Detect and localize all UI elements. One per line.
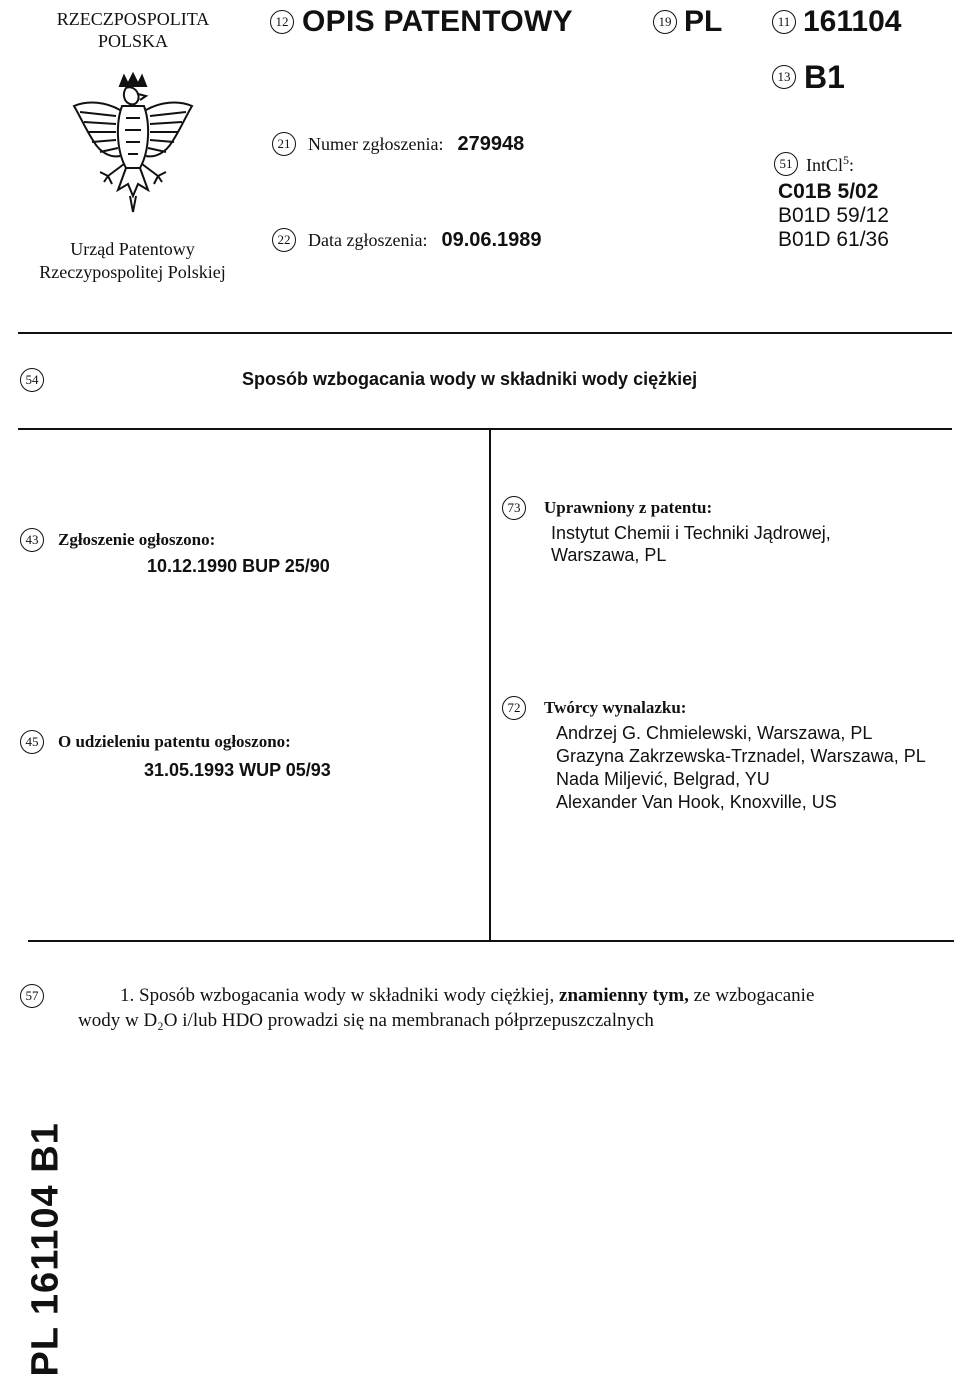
claim-text-part-b: ze wzbogacanie: [693, 985, 815, 1006]
publication-label: Zgłoszenie ogłoszono:: [58, 530, 216, 549]
classification-primary: C01B 5/02: [778, 180, 879, 203]
office-line-2: Rzeczypospolitej Polskiej: [39, 262, 226, 282]
classification-label-sup: 5: [843, 152, 850, 167]
inid-code-13: 13: [772, 65, 796, 89]
inid-code-43: 43: [20, 528, 44, 552]
header-divider: [18, 332, 952, 334]
application-number-value: 279948: [457, 132, 525, 155]
classification-label: [806, 153, 854, 176]
eagle-emblem-icon: [70, 72, 196, 220]
claim-text-part-a: Sposób wzbogacania wody w składniki wody ciężkiej,: [139, 985, 555, 1006]
inid-code-72: 72: [502, 696, 526, 720]
classification-label-suffix: :: [849, 154, 855, 175]
application-date-label: Data zgłoszenia:: [308, 229, 428, 250]
inid-code-12: 12: [270, 10, 294, 34]
claim-line-2: wody w D₂O i/lub HDO prowadzi się na membranach półprzepuszczalnych: [78, 1010, 654, 1031]
claim-characterizing-phrase: znamienny tym,: [559, 985, 689, 1006]
inventor-3: Nada Miljević, Belgrad, YU: [556, 769, 770, 789]
inventor-2: Grazyna Zakrzewska-Trznadel, Warszawa, PL: [556, 746, 926, 766]
country-name: [28, 8, 238, 52]
country-code: PL: [684, 5, 723, 38]
inid-code-57: 57: [20, 984, 44, 1008]
application-number-row: [272, 132, 524, 156]
application-number-label: Numer zgłoszenia:: [308, 133, 444, 154]
claim-line-1: [120, 985, 814, 1007]
classification-block: [774, 152, 944, 252]
biblio-bottom-divider: [28, 940, 954, 942]
title-divider: [18, 428, 952, 430]
kind-code-block: [772, 60, 845, 94]
classification-secondary-2: B01D 61/36: [778, 228, 889, 251]
country-code-block: [653, 6, 722, 38]
inid-code-22: 22: [272, 228, 296, 252]
inid-code-54: 54: [20, 368, 44, 392]
patent-number-block: [772, 6, 901, 38]
inid-code-21: 21: [272, 132, 296, 156]
publication-value: 10.12.1990 BUP 25/90: [147, 556, 330, 576]
country-line-1: RZECZPOSPOLITA: [56, 9, 210, 29]
inventor-4: Alexander Van Hook, Knoxville, US: [556, 792, 837, 812]
classification-secondary-1: B01D 59/12: [778, 204, 889, 227]
inid-code-19: 19: [653, 10, 677, 34]
inventors-block: [502, 696, 942, 814]
column-divider: [489, 428, 491, 940]
inid-code-51: 51: [774, 152, 798, 176]
office-line-1: Urząd Patentowy: [70, 239, 195, 259]
application-date-value: 09.06.1989: [441, 228, 542, 251]
invention-title: Sposób wzbogacania wody w składniki wody ciężkiej: [242, 369, 698, 389]
claim-number: 1.: [120, 985, 135, 1006]
classification-label-text: IntCl: [806, 154, 844, 175]
inid-code-73: 73: [502, 496, 526, 520]
owner-line-2: Warszawa, PL: [551, 545, 667, 565]
owner-label: Uprawniony z patentu:: [544, 498, 713, 517]
application-date-row: [272, 228, 542, 252]
patent-number: 161104: [803, 5, 902, 38]
inventor-1: Andrzej G. Chmielewski, Warszawa, PL: [556, 723, 873, 743]
inventors-label: Twórcy wynalazku:: [544, 698, 687, 717]
side-patent-label: PL 161104 B1: [24, 1122, 67, 1377]
patent-office-name: [20, 238, 245, 284]
inid-code-11: 11: [772, 10, 796, 34]
owner-line-1: Instytut Chemii i Techniki Jądrowej,: [551, 523, 831, 543]
publication-block: [20, 528, 480, 577]
kind-code: B1: [804, 58, 845, 95]
inid-code-45: 45: [20, 730, 44, 754]
document-type-title: OPIS PATENTOWY: [302, 5, 573, 38]
owner-block: [502, 496, 942, 566]
grant-block: [20, 730, 480, 781]
grant-value: 31.05.1993 WUP 05/93: [144, 760, 331, 780]
doc-type-block: [270, 6, 573, 38]
invention-title-row: [20, 366, 940, 396]
country-line-2: POLSKA: [97, 31, 168, 51]
grant-label: O udzieleniu patentu ogłoszono:: [58, 732, 291, 751]
